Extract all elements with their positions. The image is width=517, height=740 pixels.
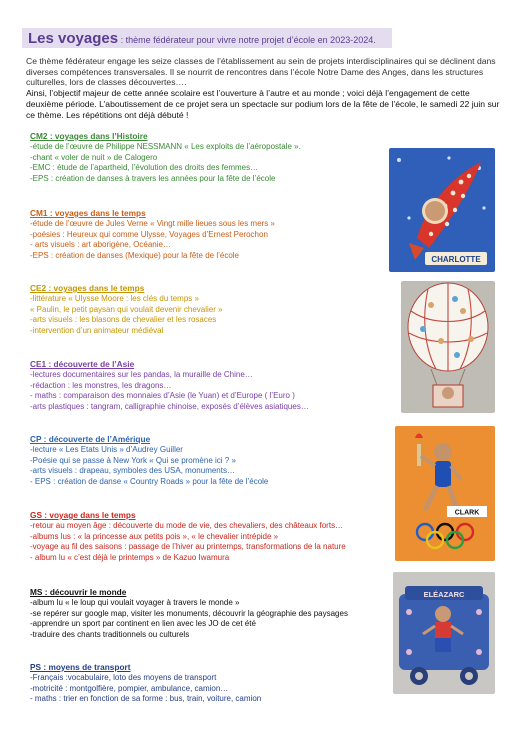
section-line: « Paulin, le petit paysan qui voulait devenir chevalier » xyxy=(30,304,223,314)
train-name-tag: ELÉAZARC xyxy=(423,590,465,599)
section-heading: MS : découvrir le monde xyxy=(30,587,127,597)
section-heading: CE2 : voyages dans le temps xyxy=(30,283,145,293)
section-line: - maths : trier en fonction de sa forme : bus, train, voiture, camion xyxy=(30,694,262,704)
section-line: - arts visuels : art aborigène, Océanie… xyxy=(30,240,171,250)
section-heading: GS : voyage dans le temps xyxy=(30,510,136,520)
runner-name-tag: CLARK xyxy=(454,509,480,517)
intro-paragraph-2: Ainsi, l’objectif majeur de cette année scolaire est l’ouverture à l’autre et au monde ; voici déjà l’engagement de cette deuxième période. L’aboutissement de ce projet sera un spectacle sur podium lors de la fête de l’école, le samedi 22 juin sur ce thème. Les répétitions ont déjà débuté ! xyxy=(26,88,500,120)
section-line: -motricité : montgolfière, pompier, ambulance, camion… xyxy=(30,683,229,693)
section-heading: CM1 : voyages dans le temps xyxy=(30,208,146,218)
section-line: -Poésie qui se passe à New York « Qui se promène ici ? » xyxy=(30,455,236,465)
section-line: -traduire des chants traditionnels ou culturels xyxy=(30,630,190,640)
rocket-craft-photo xyxy=(389,148,495,272)
section-ce1 xyxy=(30,359,400,413)
runner-craft-photo xyxy=(395,426,495,561)
section-line: -voyage au fil des saisons : passage de l’hiver au printemps, transformations de la nature xyxy=(30,542,346,552)
section-line: -albums lus : « la princesse aux petits pois », « le chevalier intrépide » xyxy=(30,531,279,541)
title-main: Les voyages xyxy=(28,30,119,47)
section-line: -intervention d’un animateur médiéval xyxy=(30,326,164,336)
page-title xyxy=(28,30,376,47)
train-craft-photo xyxy=(393,572,495,694)
section-line: -arts visuels : drapeau, symboles des USA, monuments… xyxy=(30,466,235,476)
balloon-craft-photo xyxy=(401,281,495,413)
section-line: - EPS : création de danse « Country Roads » pour la fête de l’école xyxy=(30,477,269,487)
section-line: -Français :vocabulaire, loto des moyens de transport xyxy=(30,672,217,682)
section-line: -lectures documentaires sur les pandas, la muraille de Chine… xyxy=(30,369,253,379)
intro-text xyxy=(26,56,506,120)
section-line: -arts plastiques : tangram, calligraphie chinoise, exposés d’élèves asiatiques… xyxy=(30,402,309,412)
section-line: -apprendre un sport par continent en lien avec les JO de cet été xyxy=(30,619,256,629)
section-line: -lecture « Les Etats Unis » d’Audrey Guiller xyxy=(30,444,183,454)
section-line: -retour au moyen âge : découverte du mode de vie, des chevaliers, des châteaux forts… xyxy=(30,520,344,530)
section-heading: CE1 : découverte de l’Asie xyxy=(30,359,135,369)
section-line: -étude de l’œuvre de Jules Verne « Vingt mille lieues sous les mers » xyxy=(30,218,275,228)
section-line: -se repérer sur google map, visiter les monuments, découvrir la géographie des paysages xyxy=(30,608,348,618)
section-heading: PS : moyens de transport xyxy=(30,662,131,672)
section-heading: CP : découverte de l’Amérique xyxy=(30,434,151,444)
section-line: -EMC : étude de l’apartheid, l’évolution des droits des femmes… xyxy=(30,163,259,173)
section-cm2 xyxy=(30,131,400,185)
section-line: -littérature « Ulysse Moore : les clés du temps » xyxy=(30,293,199,303)
rocket-name-tag: CHARLOTTE xyxy=(431,255,481,264)
section-line: -EPS : création de danses (Mexique) pour la fête de l’école xyxy=(30,251,240,261)
section-ce2 xyxy=(30,283,400,337)
section-line: -chant « voler de nuit » de Calogero xyxy=(30,152,158,162)
section-line: - maths : comparaison des monnaies d’Asie (le Yuan) et d’Europe ( l’Euro ) xyxy=(30,391,295,401)
section-line: -album lu « le loup qui voulait voyager à travers le monde » xyxy=(30,597,240,607)
title-subtitle: : thème fédérateur pour vivre notre projet d’école en 2023-2024. xyxy=(118,35,376,45)
section-line: - album lu « c’est déjà le printemps » de Kazuo Iwamura xyxy=(30,553,230,563)
section-line: -arts visuels : les blasons de chevalier et les rosaces xyxy=(30,315,217,325)
section-heading: CM2 : voyages dans l’Histoire xyxy=(30,131,148,141)
section-line: -poésies : Heureux qui comme Ulysse, Voyages d’Ernest Perochon xyxy=(30,229,268,239)
section-ps xyxy=(30,662,400,705)
section-line: -EPS : création de danses à travers les années pour la fête de l’école xyxy=(30,174,276,184)
section-gs xyxy=(30,510,400,564)
section-cp xyxy=(30,434,400,488)
intro-paragraph-1: Ce thème fédérateur engage les seize classes de l’établissement au sein de projets interdisciplinaires qui se déclinent dans diverses compétences transversales. Il se nourrit de rencontres dans l’école Notre Dame des Anges, dans les structures culturelles, lors de classes découvertes…. xyxy=(26,56,496,88)
section-line: -étude de l’œuvre de Philippe NESSMANN « Les exploits de l’aéropostale ». xyxy=(30,141,301,151)
section-ms xyxy=(30,587,400,641)
section-line: -rédaction : les monstres, les dragons… xyxy=(30,380,172,390)
section-cm1 xyxy=(30,208,400,262)
